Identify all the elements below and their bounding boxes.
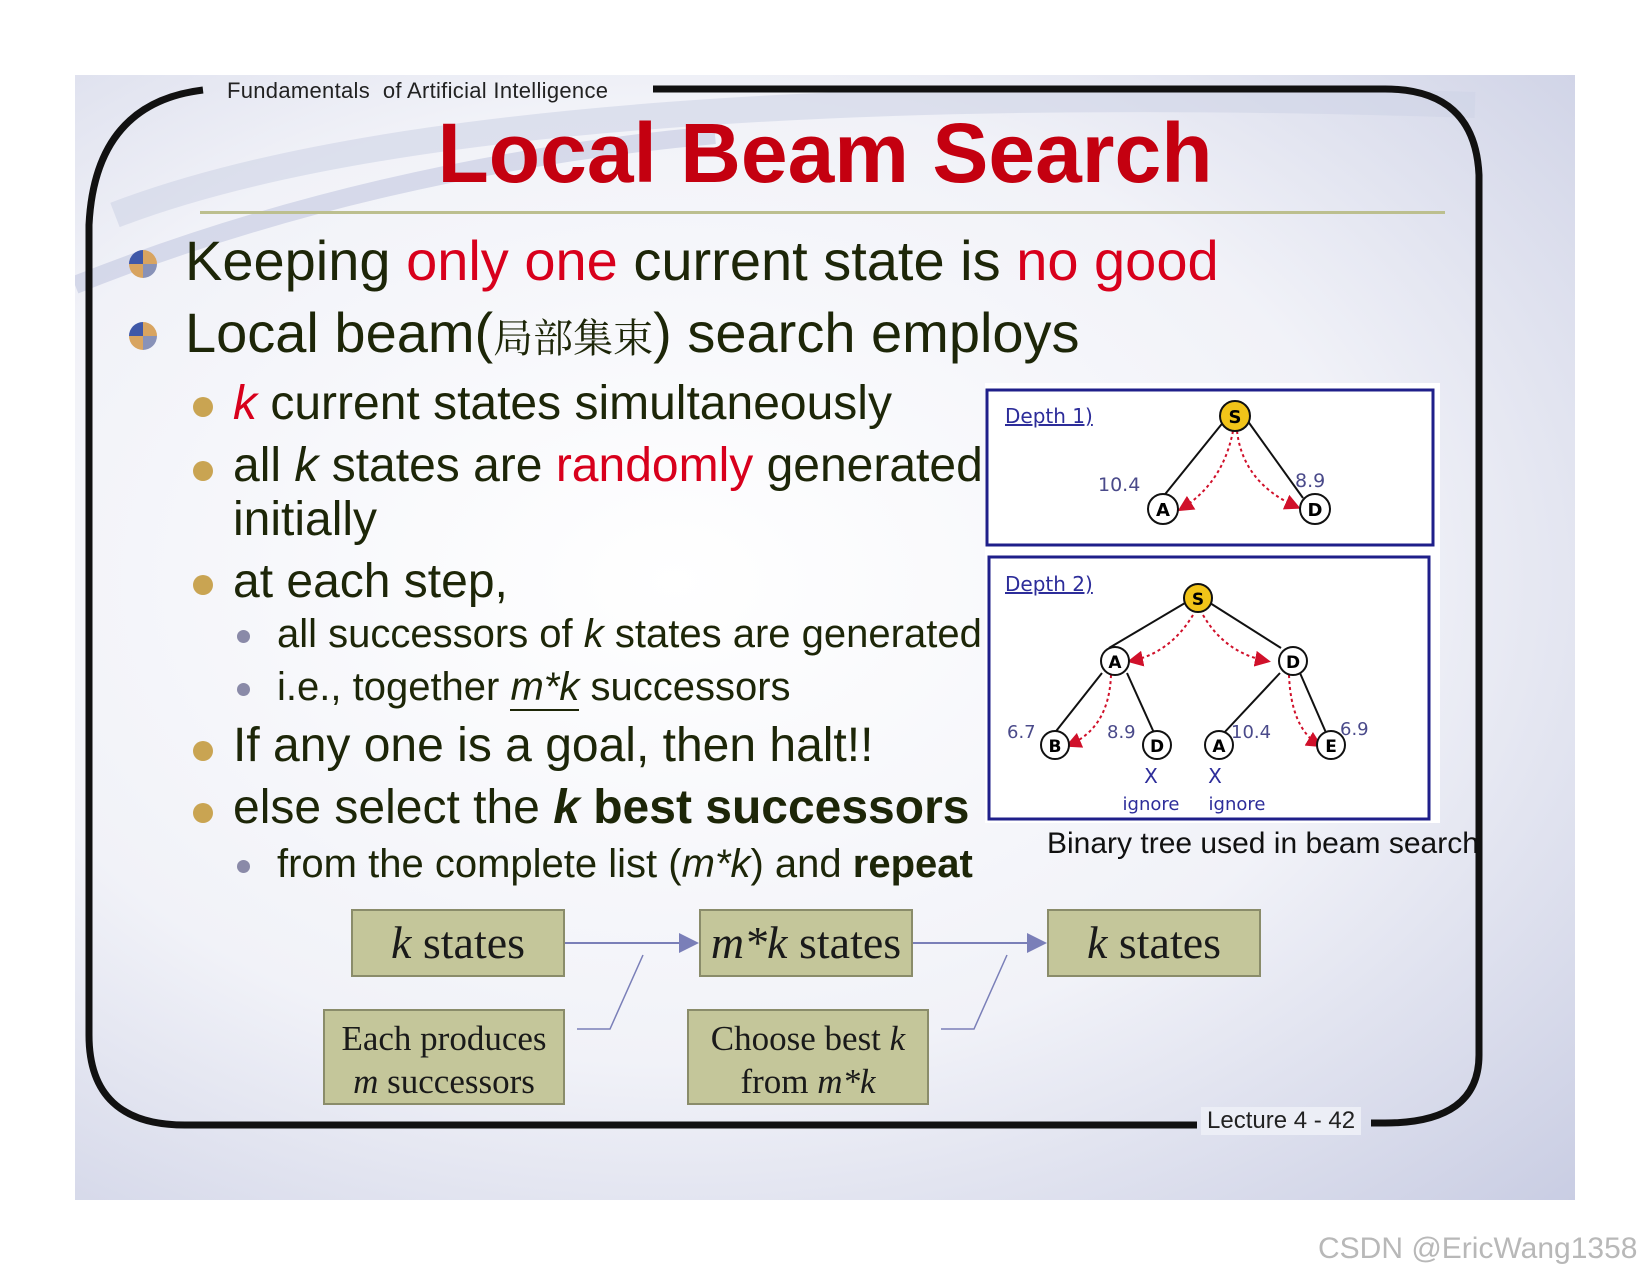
svg-text:10.4: 10.4 [1231,722,1272,743]
tree-caption: Binary tree used in beam search [1047,827,1479,860]
bullet-one-current-state: Keeping only one current state is no good [185,229,1219,292]
svg-text:D: D [1149,737,1165,757]
svg-text:6.7: 6.7 [1007,722,1036,743]
svg-text:10.4: 10.4 [1098,474,1141,496]
svg-text:S: S [1191,590,1205,610]
ignore-mark: X [1208,764,1222,788]
depth1-label: Depth 1) [1005,404,1093,428]
svg-text:S: S [1228,407,1242,428]
course-name: Fundamentals of Artificial Intelligence [227,78,609,103]
slide-title: Local Beam Search [437,106,1213,200]
ignore-mark: X [1144,764,1158,788]
bullet-random-init: all k states are randomly generated initially [233,439,983,546]
ignore-label: ignore [1208,794,1266,815]
svg-text:D: D [1285,653,1301,673]
depth2-label: Depth 2) [1005,572,1093,596]
watermark: CSDN @EricWang1358 [1318,1232,1638,1265]
svg-text:B: B [1048,737,1062,757]
svg-text:A: A [1108,653,1122,673]
svg-text:6.9: 6.9 [1340,719,1369,740]
bullet-goal-halt: If any one is a goal, then halt!! [233,719,874,772]
lecture-number: Lecture 4 - 42 [1201,1107,1361,1135]
callout-line-2 [941,955,1007,1029]
flow-arrows [75,75,1575,1200]
svg-text:8.9: 8.9 [1107,722,1136,743]
note-each-produces: Each produces m successors [323,1009,565,1105]
svg-text:8.9: 8.9 [1295,470,1326,492]
svg-text:E: E [1325,737,1337,757]
flow-box-mk-states: m*k states [699,909,913,977]
bullet-repeat: from the complete list (m*k) and repeat [277,842,973,886]
svg-text:A: A [1156,500,1170,521]
svg-text:A: A [1212,737,1226,757]
ignore-label: ignore [1122,794,1180,815]
flow-box-k-states: k states [351,909,565,977]
bullet-k-current-states: k current states simultaneously [233,377,892,430]
note-choose-best: Choose best k from m*k [687,1009,929,1105]
bullet-each-step: at each step, [233,555,508,608]
bullet-local-beam: Local beam(局部集束) search employs [185,301,1080,364]
bullet-all-successors: all successors of k states are generated [277,612,982,656]
bullet-mk-successors: i.e., together m*k successors [277,665,791,709]
bullet-select-best: else select the k best successors [233,781,970,834]
slide [75,75,1575,1200]
flow-box-k-states-final: k states [1047,909,1261,977]
callout-line-1 [577,955,643,1029]
svg-text:D: D [1307,500,1323,521]
